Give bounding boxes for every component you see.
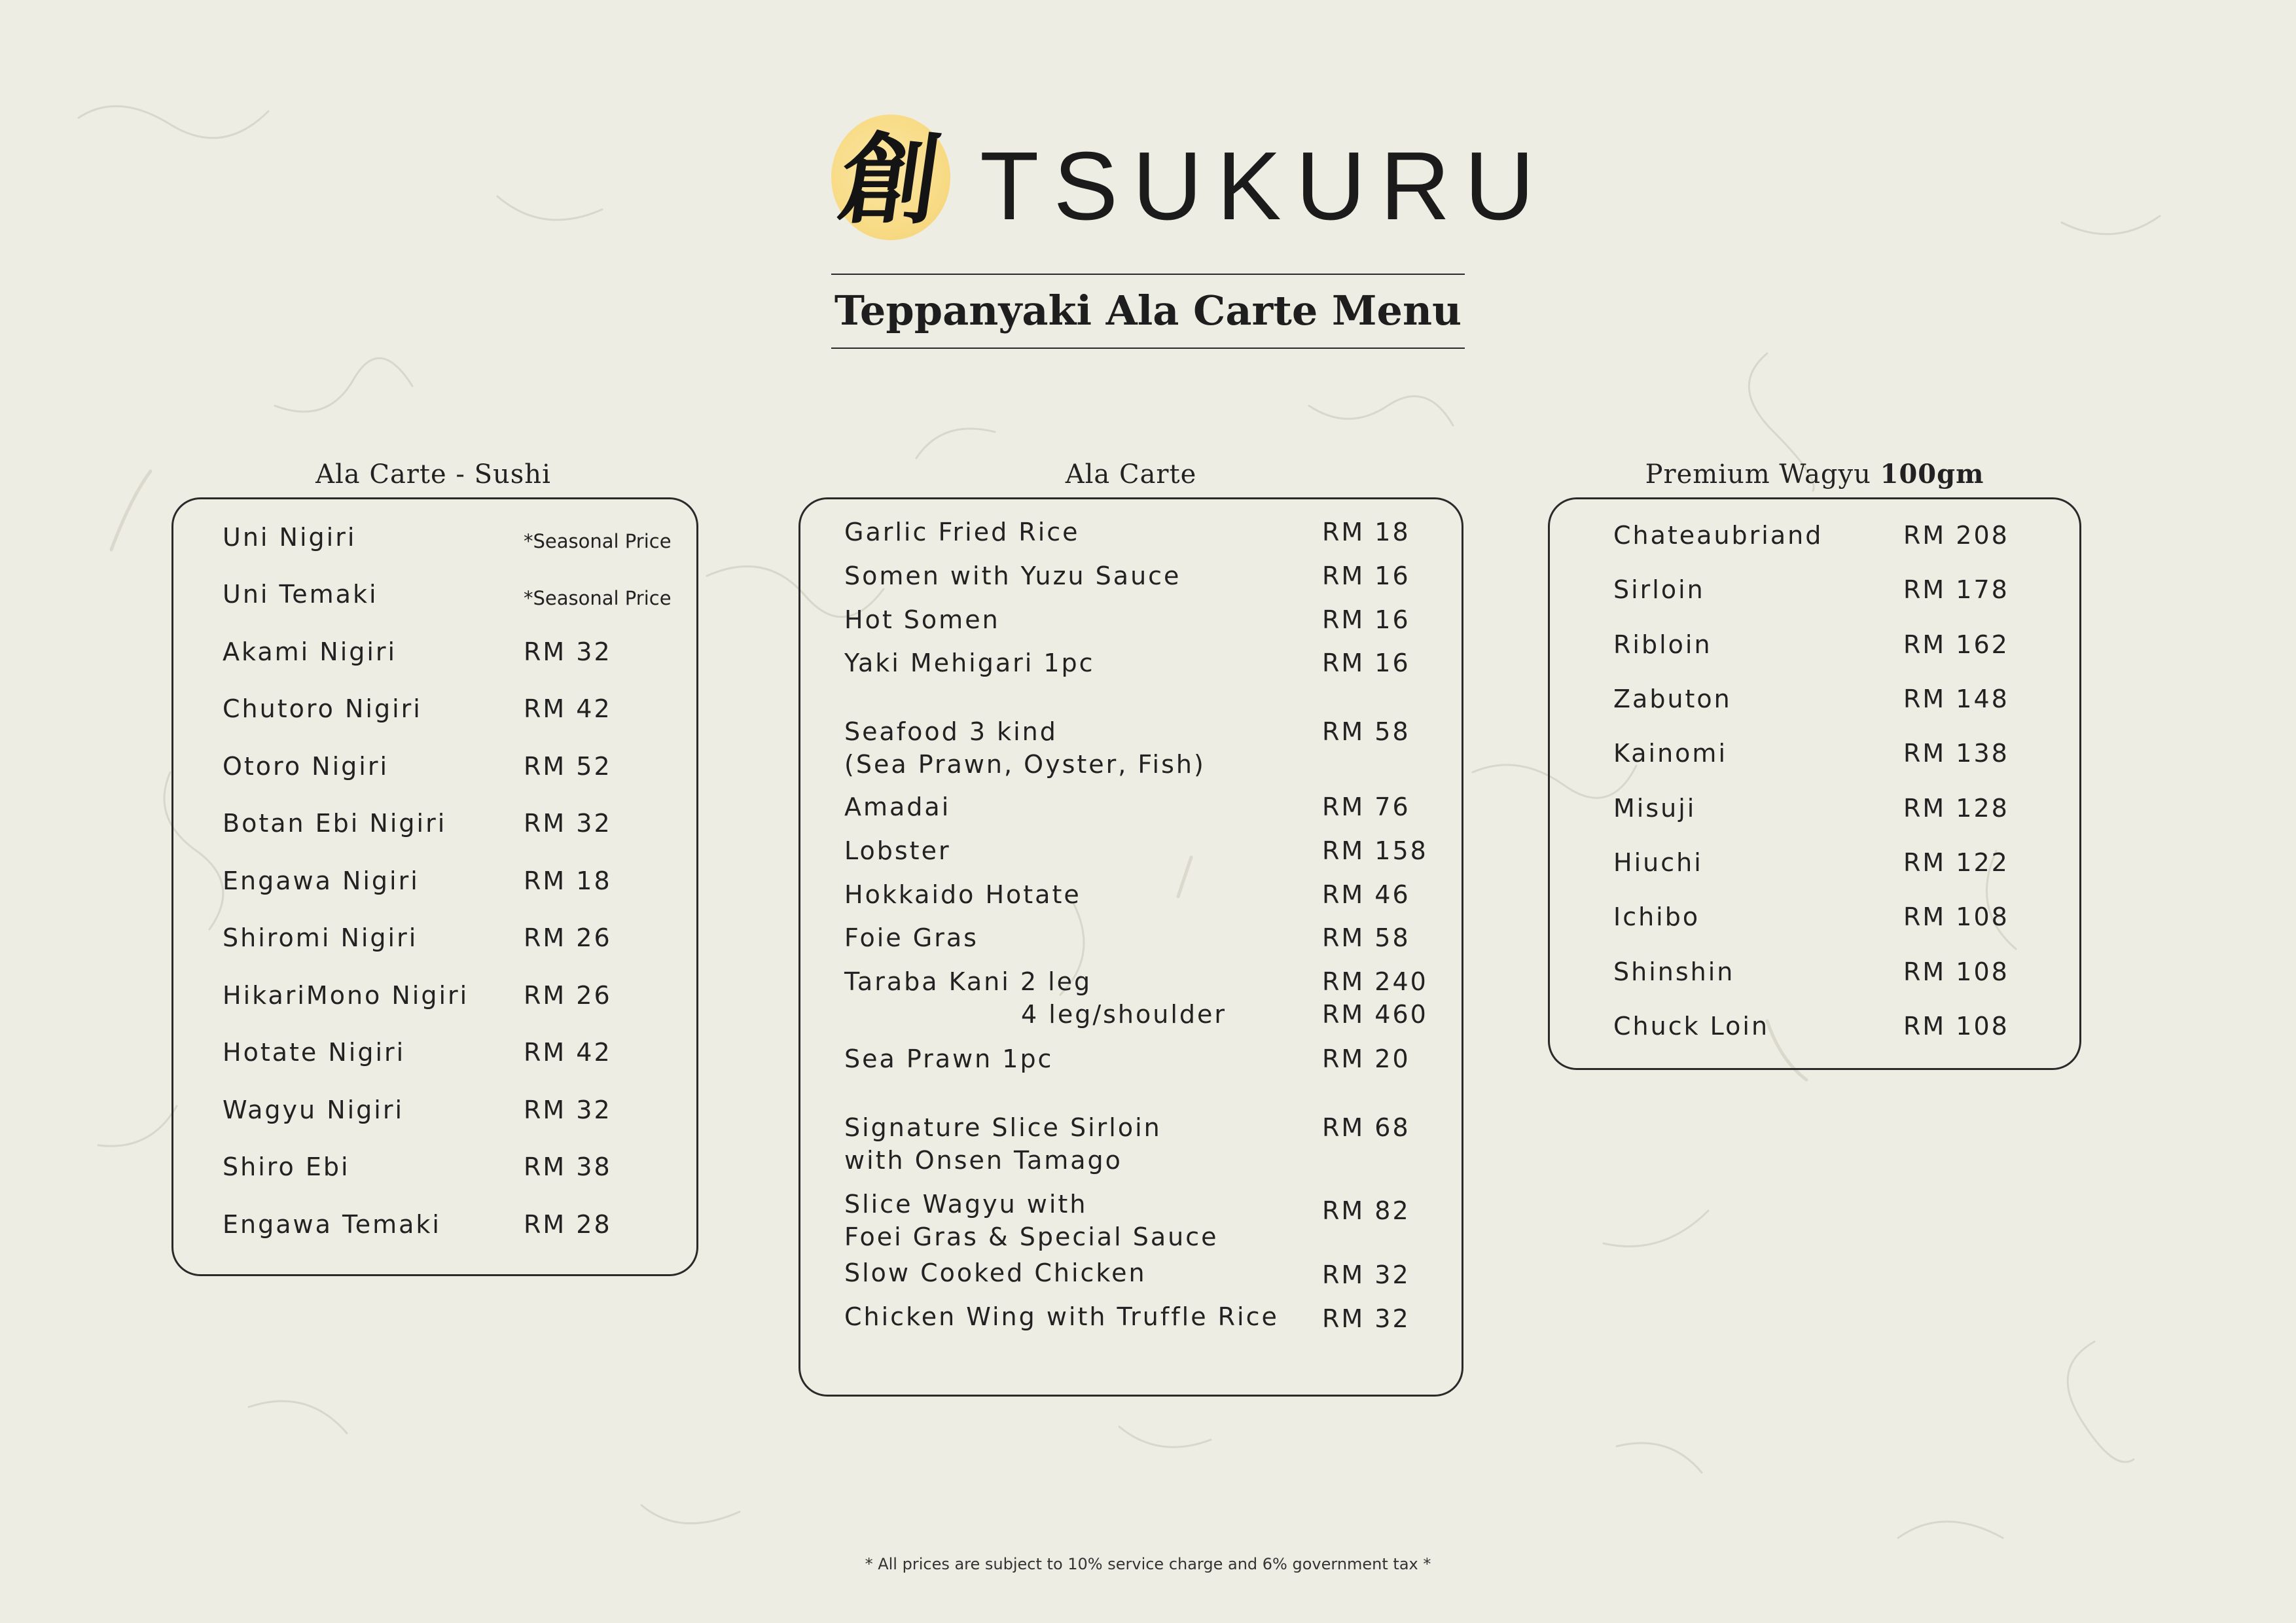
logo-kanji: 創 bbox=[833, 122, 948, 238]
item-name: Lobster bbox=[844, 836, 951, 865]
item-price: RM 208 bbox=[1903, 521, 2009, 550]
item-price: RM 68 bbox=[1322, 1113, 1410, 1142]
item-price: RM 42 bbox=[524, 694, 612, 723]
item-name: Shinshin bbox=[1613, 957, 1735, 986]
item-price: RM 76 bbox=[1322, 793, 1410, 821]
item-name: Uni Nigiri bbox=[223, 523, 357, 552]
item-name: Chutoro Nigiri bbox=[223, 694, 422, 723]
section-title-sushi bbox=[171, 456, 695, 493]
item-price: RM 16 bbox=[1322, 562, 1410, 590]
item-price: *Seasonal Price bbox=[524, 587, 672, 609]
item-price: RM 52 bbox=[524, 752, 612, 781]
section-title-text: Ala Carte - Sushi bbox=[315, 459, 551, 490]
item-name: Yaki Mehigari 1pc bbox=[844, 649, 1095, 677]
item-variant: 4 leg/shoulder bbox=[1021, 1000, 1227, 1029]
item-name: Taraba Kani 2 leg bbox=[844, 967, 1092, 996]
item-price: RM 122 bbox=[1903, 848, 2009, 877]
item-price: RM 148 bbox=[1903, 685, 2009, 713]
item-description: (Sea Prawn, Oyster, Fish) bbox=[844, 750, 1206, 779]
item-name: Ichibo bbox=[1613, 902, 1700, 931]
item-price: RM 28 bbox=[524, 1210, 612, 1239]
item-price: RM 108 bbox=[1903, 1012, 2009, 1041]
item-name: Engawa Temaki bbox=[223, 1210, 441, 1239]
sushi-menu-box bbox=[171, 497, 698, 1276]
item-price: RM 26 bbox=[524, 981, 612, 1010]
item-price: RM 32 bbox=[1322, 1260, 1410, 1289]
item-price: RM 32 bbox=[524, 809, 612, 838]
item-variant-price: RM 460 bbox=[1322, 1000, 1428, 1029]
item-name: Garlic Fried Rice bbox=[844, 518, 1080, 546]
section-title-wagyu bbox=[1548, 456, 2081, 493]
item-name: Otoro Nigiri bbox=[223, 752, 389, 781]
brand-logo bbox=[828, 111, 1549, 255]
item-price: RM 58 bbox=[1322, 717, 1410, 746]
item-price: RM 18 bbox=[524, 866, 612, 895]
item-price: RM 58 bbox=[1322, 923, 1410, 952]
item-price: RM 32 bbox=[524, 1096, 612, 1124]
item-name: Kainomi bbox=[1613, 739, 1728, 768]
title-divider-bottom bbox=[831, 348, 1465, 349]
title-divider-top bbox=[831, 274, 1465, 275]
wagyu-menu-box bbox=[1548, 497, 2081, 1070]
item-name: Akami Nigiri bbox=[223, 637, 397, 666]
item-price: RM 18 bbox=[1322, 518, 1410, 546]
item-name: Hokkaido Hotate bbox=[844, 880, 1081, 909]
item-name: Foie Gras bbox=[844, 923, 978, 952]
item-price: *Seasonal Price bbox=[524, 530, 672, 552]
item-name: Hotate Nigiri bbox=[223, 1038, 406, 1067]
item-name: Slow Cooked Chicken bbox=[844, 1258, 1147, 1287]
section-title-weight: 100gm bbox=[1880, 459, 1984, 490]
item-name: Misuji bbox=[1613, 794, 1696, 823]
item-name: Chicken Wing with Truffle Rice bbox=[844, 1302, 1279, 1331]
item-name: Somen with Yuzu Sauce bbox=[844, 562, 1181, 590]
item-price: RM 16 bbox=[1322, 649, 1410, 677]
item-price: RM 32 bbox=[524, 637, 612, 666]
item-description: with Onsen Tamago bbox=[844, 1146, 1122, 1175]
item-price: RM 42 bbox=[524, 1038, 612, 1067]
item-name: Seafood 3 kind bbox=[844, 717, 1058, 746]
item-price: RM 20 bbox=[1322, 1044, 1410, 1073]
item-name: Sea Prawn 1pc bbox=[844, 1044, 1054, 1073]
item-name: Slice Wagyu with bbox=[844, 1190, 1088, 1219]
item-price: RM 178 bbox=[1903, 575, 2009, 604]
item-price: RM 158 bbox=[1322, 836, 1428, 865]
item-price: RM 82 bbox=[1322, 1196, 1410, 1225]
item-name: Hiuchi bbox=[1613, 848, 1703, 877]
item-price: RM 108 bbox=[1903, 957, 2009, 986]
section-title-ala-carte bbox=[798, 456, 1463, 493]
item-name: Engawa Nigiri bbox=[223, 866, 420, 895]
item-name: Chuck Loin bbox=[1613, 1012, 1770, 1041]
item-price: RM 240 bbox=[1322, 967, 1428, 996]
section-title-text: Premium Wagyu bbox=[1645, 459, 1871, 490]
item-price: RM 128 bbox=[1903, 794, 2009, 823]
item-name: Amadai bbox=[844, 793, 951, 821]
item-name: Chateaubriand bbox=[1613, 521, 1823, 550]
item-name: Zabuton bbox=[1613, 685, 1732, 713]
item-name: Uni Temaki bbox=[223, 580, 378, 609]
section-title-text: Ala Carte bbox=[1065, 459, 1197, 490]
item-name: Shiro Ebi bbox=[223, 1152, 350, 1181]
item-name: Sirloin bbox=[1613, 575, 1705, 604]
item-price: RM 108 bbox=[1903, 902, 2009, 931]
item-name: Hot Somen bbox=[844, 605, 1000, 634]
item-price: RM 26 bbox=[524, 923, 612, 952]
item-name: Signature Slice Sirloin bbox=[844, 1113, 1162, 1142]
item-price: RM 46 bbox=[1322, 880, 1410, 909]
item-price: RM 16 bbox=[1322, 605, 1410, 634]
item-price: RM 32 bbox=[1322, 1304, 1410, 1333]
item-name: Ribloin bbox=[1613, 630, 1712, 659]
item-price: RM 162 bbox=[1903, 630, 2009, 659]
item-price: RM 138 bbox=[1903, 739, 2009, 768]
item-name: Botan Ebi Nigiri bbox=[223, 809, 447, 838]
menu-title: Teppanyaki Ala Carte Menu bbox=[834, 287, 1462, 334]
item-name: Shiromi Nigiri bbox=[223, 923, 418, 952]
item-name: Wagyu Nigiri bbox=[223, 1096, 404, 1124]
footnote: * All prices are subject to 10% service charge and 6% government tax * bbox=[865, 1555, 1431, 1573]
item-description: Foei Gras & Special Sauce bbox=[844, 1222, 1219, 1251]
item-price: RM 38 bbox=[524, 1152, 612, 1181]
brand-name: TSUKURU bbox=[980, 132, 1549, 240]
ala-carte-menu-box bbox=[798, 497, 1463, 1397]
item-name: HikariMono Nigiri bbox=[223, 981, 469, 1010]
